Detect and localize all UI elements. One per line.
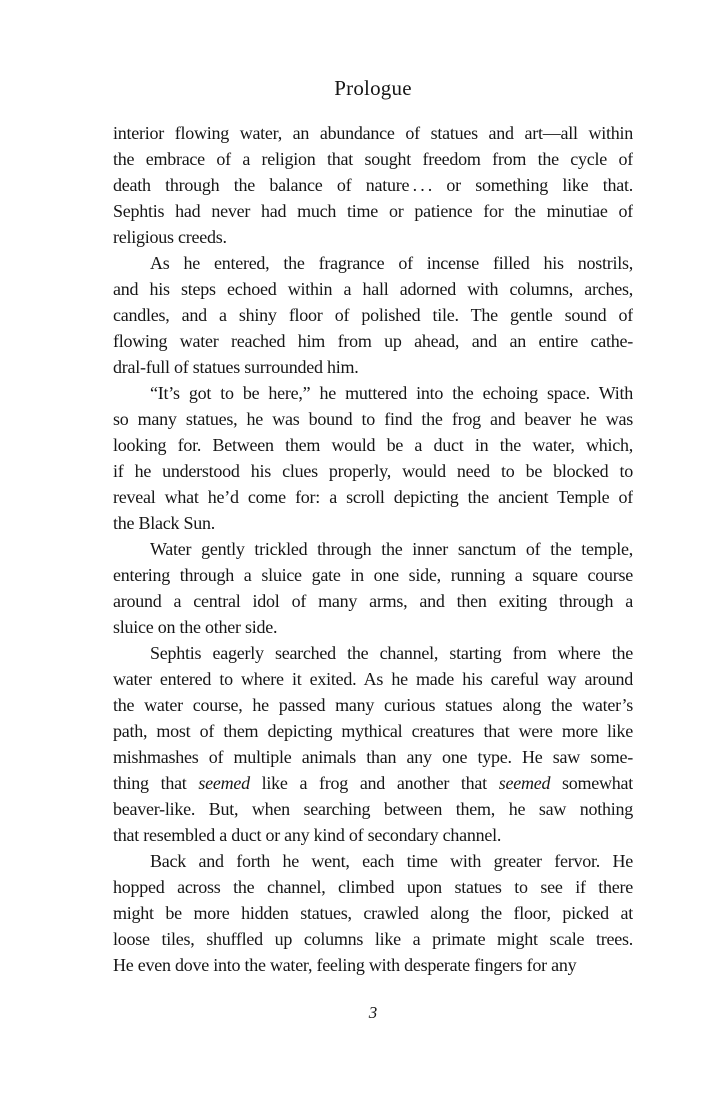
italic-text: seemed	[198, 773, 250, 793]
body-text	[113, 120, 633, 978]
paragraph	[113, 848, 633, 978]
text-line: hopped across the channel, climbed upon statues to see if there	[113, 877, 633, 897]
text-line: and his steps echoed within a hall adorned with columns, arches,	[113, 279, 633, 299]
text-line: the Black Sun.	[113, 513, 215, 533]
paragraph	[113, 250, 633, 380]
text-line: around a central idol of many arms, and then exiting through a	[113, 591, 633, 611]
text-line: Sephtis had never had much time or patience for the minutiae of	[113, 201, 633, 221]
text-line: the water course, he passed many curious statues along the water’s	[113, 695, 633, 715]
chapter-heading: Prologue	[334, 76, 412, 100]
text-line: Back and forth he went, each time with greater fervor. He	[150, 851, 633, 871]
text-line	[113, 770, 633, 796]
text-line: that resembled a duct or any kind of secondary channel.	[113, 825, 502, 845]
text-line: flowing water reached him from up ahead, and an entire cathe-	[113, 331, 633, 351]
text-line: mishmashes of multiple animals than any one type. He saw some-	[113, 747, 633, 767]
text-line: “It’s got to be here,” he muttered into the echoing space. With	[150, 383, 633, 403]
text-line: path, most of them depicting mythical creatures that were more like	[113, 721, 633, 741]
text-line: religious creeds.	[113, 227, 227, 247]
paragraph	[113, 380, 633, 536]
text-line: interior flowing water, an abundance of statues and art—all within	[113, 123, 633, 143]
text-line: if he understood his clues properly, would need to be blocked to	[113, 461, 633, 481]
text-line: entering through a sluice gate in one side, running a square course	[113, 565, 633, 585]
text-line: looking for. Between them would be a duct in the water, which,	[113, 435, 633, 455]
text-line: the embrace of a religion that sought freedom from the cycle of	[113, 149, 633, 169]
text-line: loose tiles, shuffled up columns like a primate might scale trees.	[113, 929, 633, 949]
text-segment: thing that	[113, 773, 199, 793]
text-segment: like a frog and another that	[249, 773, 499, 793]
text-line: water entered to where it exited. As he made his careful way around	[113, 669, 633, 689]
text-line: so many statues, he was bound to find the frog and beaver he was	[113, 409, 633, 429]
text-segment: somewhat	[550, 773, 633, 793]
text-line: As he entered, the fragrance of incense filled his nostrils,	[150, 253, 633, 273]
text-line: beaver-like. But, when searching between them, he saw nothing	[113, 799, 633, 819]
text-line: Sephtis eagerly searched the channel, starting from where the	[150, 643, 633, 663]
paragraph	[113, 536, 633, 640]
text-line: might be more hidden statues, crawled along the floor, picked at	[113, 903, 633, 923]
paragraph	[113, 120, 633, 250]
text-line: death through the balance of nature . . . or something like that.	[113, 175, 633, 195]
text-line: Water gently trickled through the inner sanctum of the temple,	[150, 539, 633, 559]
text-line: sluice on the other side.	[113, 617, 278, 637]
text-line: candles, and a shiny floor of polished tile. The gentle sound of	[113, 305, 633, 325]
text-line: dral-full of statues surrounded him.	[113, 357, 359, 377]
text-line: He even dove into the water, feeling with desperate fingers for any	[113, 955, 577, 975]
italic-text: seemed	[498, 773, 551, 793]
paragraph	[113, 640, 633, 848]
page-number: 3	[368, 1003, 378, 1022]
text-line: reveal what he’d come for: a scroll depicting the ancient Temple of	[113, 487, 633, 507]
